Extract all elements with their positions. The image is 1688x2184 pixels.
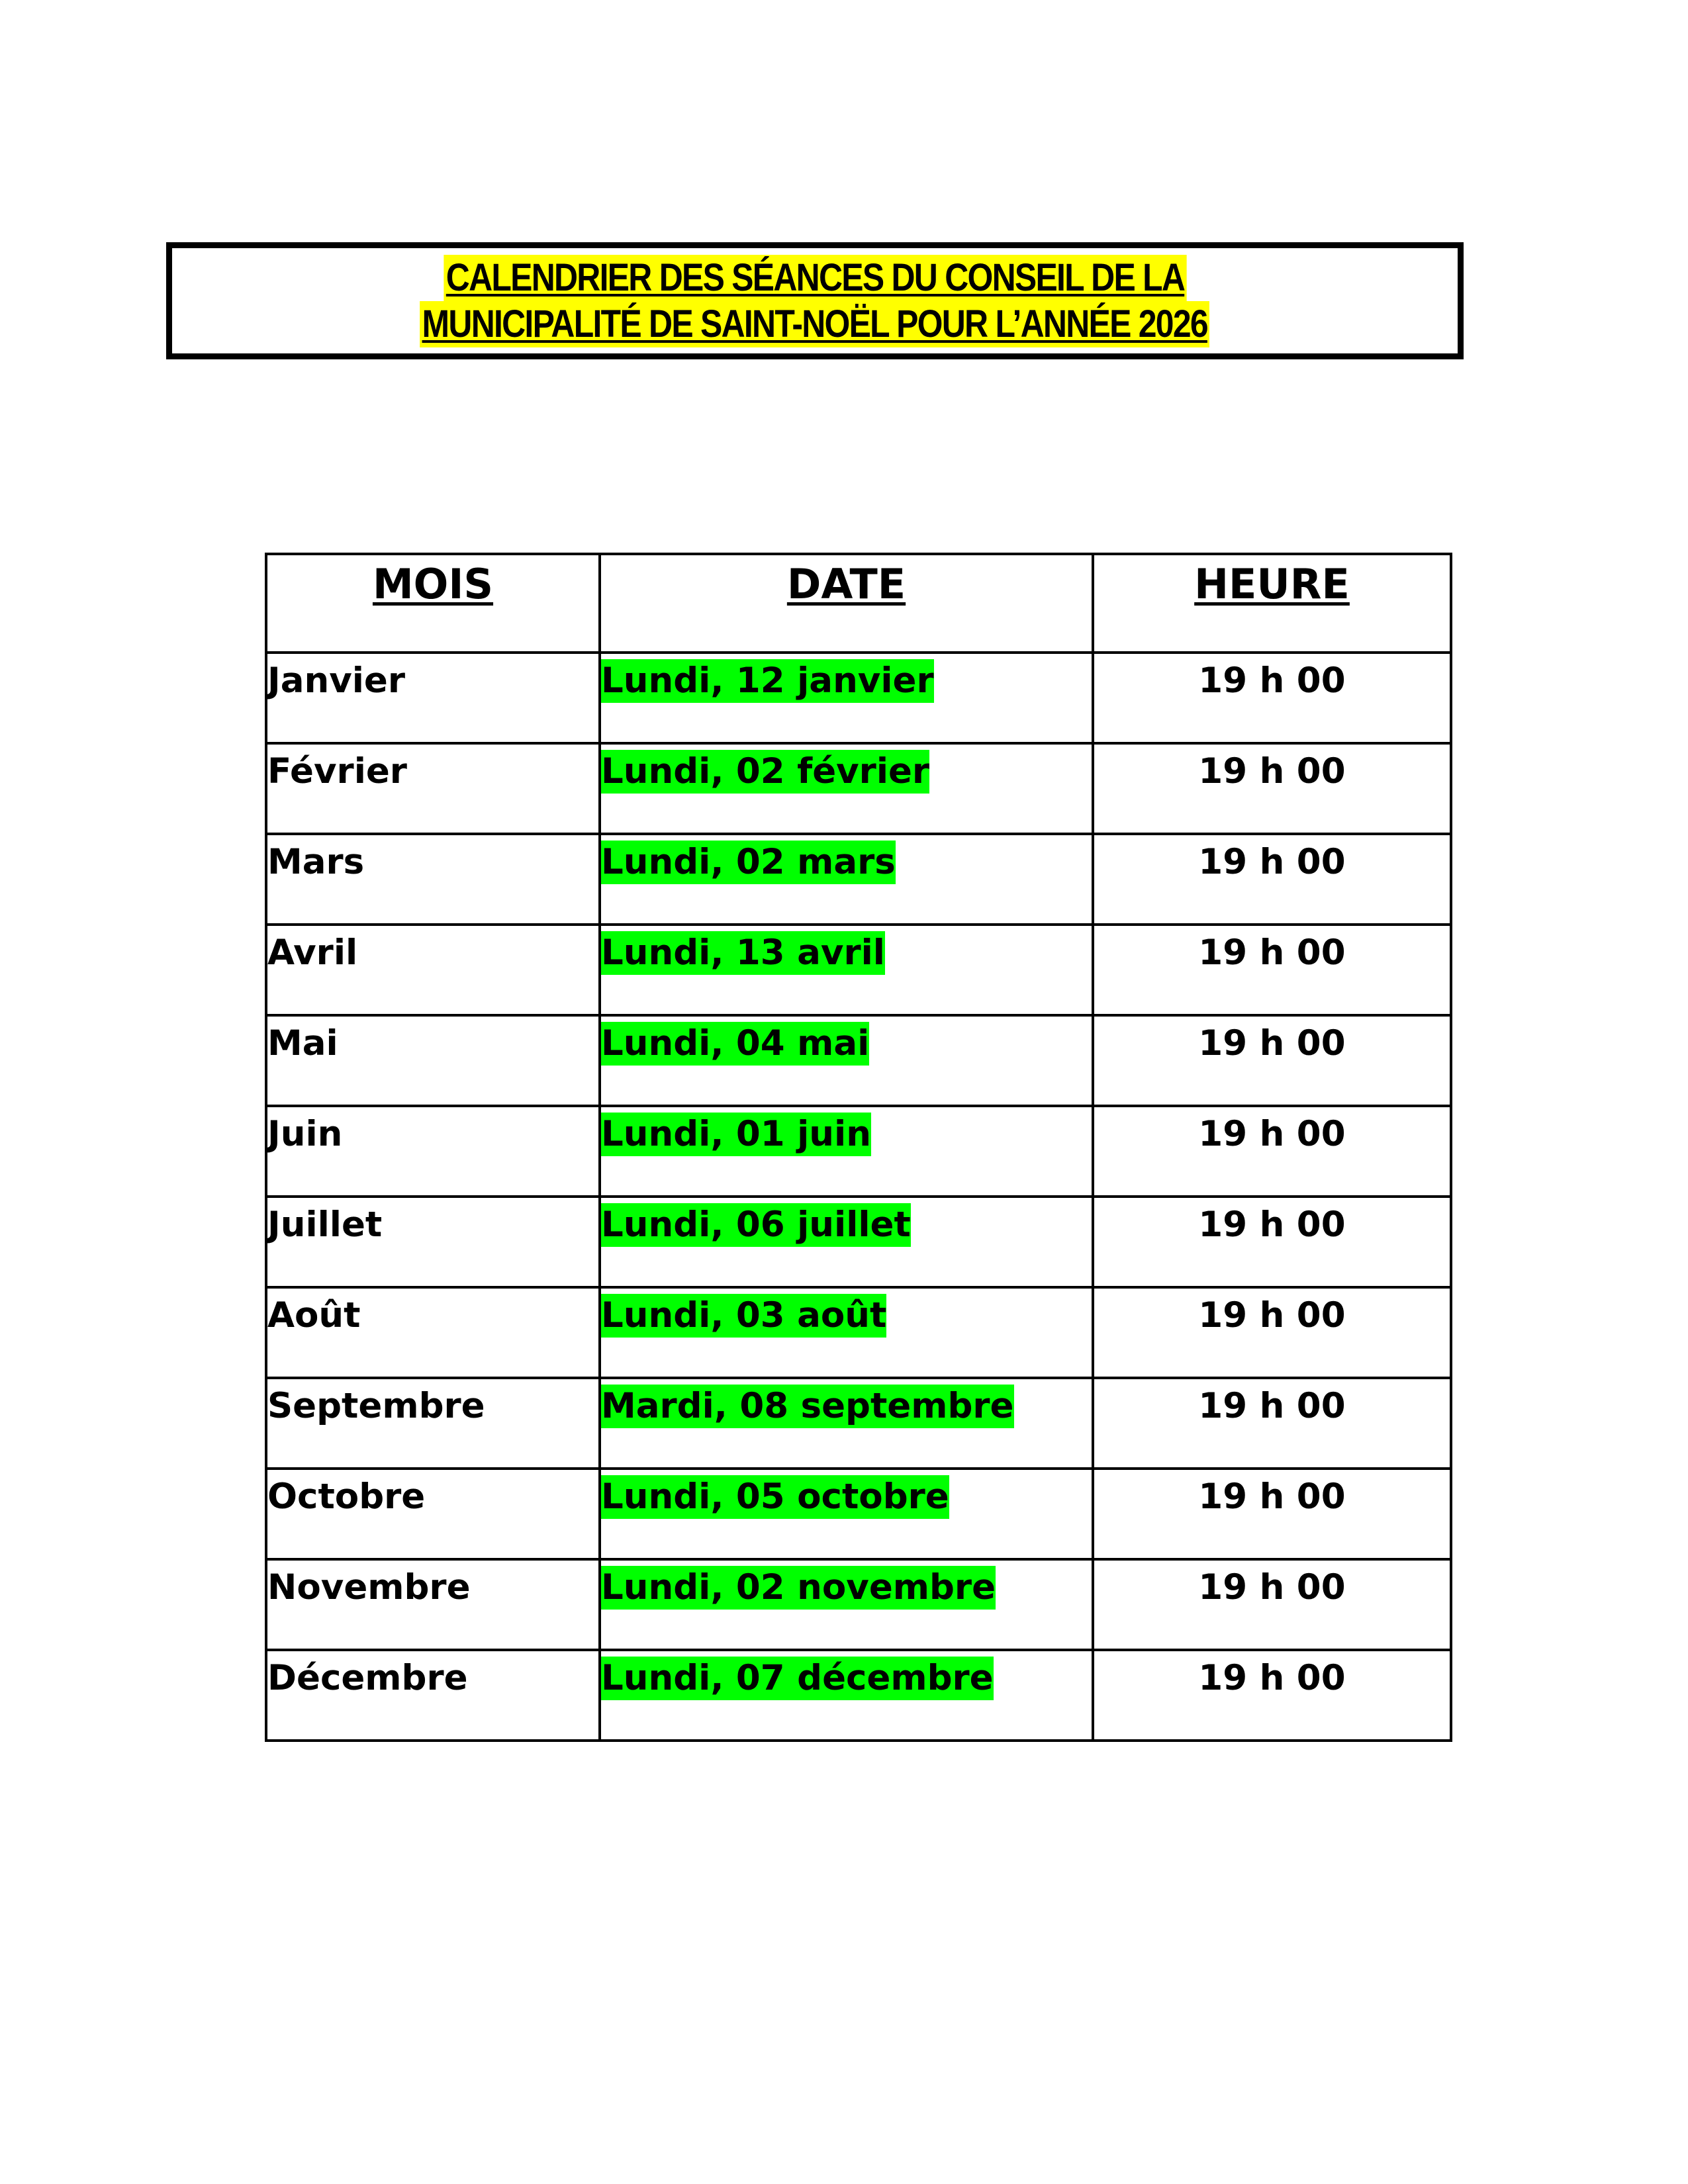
month-label: Septembre (267, 1386, 485, 1426)
header-time-label: HEURE (1194, 560, 1350, 608)
table-row (266, 653, 1451, 743)
table-header-row (266, 554, 1451, 653)
month-cell (266, 1378, 600, 1469)
date-cell (600, 1197, 1093, 1287)
time-cell (1093, 1106, 1451, 1197)
time-label: 19 h 00 (1198, 1567, 1346, 1608)
date-label: Mardi, 08 septembre (601, 1385, 1014, 1428)
month-label: Août (267, 1295, 361, 1336)
date-label: Lundi, 12 janvier (601, 659, 934, 703)
date-label: Lundi, 06 juillet (601, 1203, 911, 1247)
date-label: Lundi, 03 août (601, 1294, 886, 1338)
month-cell (266, 1287, 600, 1378)
time-label: 19 h 00 (1198, 751, 1346, 792)
time-cell (1093, 1287, 1451, 1378)
date-label: Lundi, 01 juin (601, 1113, 871, 1156)
date-label: Lundi, 07 décembre (601, 1657, 994, 1700)
time-label: 19 h 00 (1198, 1023, 1346, 1064)
time-label: 19 h 00 (1198, 1477, 1346, 1517)
date-cell (600, 1559, 1093, 1650)
time-cell (1093, 1650, 1451, 1741)
date-cell (600, 653, 1093, 743)
time-label: 19 h 00 (1198, 1658, 1346, 1698)
date-label: Lundi, 02 février (601, 750, 929, 794)
date-cell (600, 925, 1093, 1015)
month-label: Janvier (267, 660, 406, 701)
time-label: 19 h 00 (1198, 933, 1346, 973)
time-label: 19 h 00 (1198, 1386, 1346, 1426)
month-label: Avril (267, 933, 358, 973)
month-cell (266, 1106, 600, 1197)
date-label: Lundi, 02 novembre (601, 1566, 996, 1610)
table-row (266, 1015, 1451, 1106)
time-cell (1093, 1469, 1451, 1559)
date-cell (600, 1287, 1093, 1378)
table-row (266, 1559, 1451, 1650)
date-label: Lundi, 05 octobre (601, 1475, 949, 1519)
table-row (266, 1469, 1451, 1559)
time-label: 19 h 00 (1198, 1205, 1346, 1245)
time-cell (1093, 834, 1451, 925)
month-label: Juillet (267, 1205, 383, 1245)
header-time (1093, 554, 1451, 653)
date-cell (600, 834, 1093, 925)
header-month-label: MOIS (372, 560, 494, 608)
time-label: 19 h 00 (1198, 660, 1346, 701)
month-label: Mai (267, 1023, 338, 1064)
date-cell (600, 743, 1093, 834)
table-row (266, 1287, 1451, 1378)
month-cell (266, 1197, 600, 1287)
time-label: 19 h 00 (1198, 1114, 1346, 1154)
month-cell (266, 653, 600, 743)
table-row (266, 1106, 1451, 1197)
time-cell (1093, 1378, 1451, 1469)
month-cell (266, 1559, 600, 1650)
meeting-schedule-table (265, 553, 1452, 1742)
table-row (266, 1378, 1451, 1469)
month-cell (266, 1015, 600, 1106)
date-label: Lundi, 02 mars (601, 841, 896, 884)
time-cell (1093, 1197, 1451, 1287)
table-row (266, 925, 1451, 1015)
header-date-label: DATE (786, 560, 906, 608)
date-cell (600, 1469, 1093, 1559)
time-cell (1093, 743, 1451, 834)
month-cell (266, 925, 600, 1015)
date-cell (600, 1015, 1093, 1106)
month-cell (266, 743, 600, 834)
date-label: Lundi, 13 avril (601, 931, 885, 975)
table-row (266, 1197, 1451, 1287)
document-title-box (166, 242, 1464, 359)
month-label: Novembre (267, 1567, 471, 1608)
month-label: Février (267, 751, 407, 792)
header-month (266, 554, 600, 653)
time-cell (1093, 925, 1451, 1015)
time-cell (1093, 653, 1451, 743)
month-label: Décembre (267, 1658, 468, 1698)
title-line-1: CALENDRIER DES SÉANCES DU CONSEIL DE LA (444, 255, 1186, 301)
header-date (600, 554, 1093, 653)
month-label: Mars (267, 842, 365, 882)
month-label: Octobre (267, 1477, 426, 1517)
month-label: Juin (267, 1114, 343, 1154)
time-label: 19 h 00 (1198, 1295, 1346, 1336)
month-cell (266, 1650, 600, 1741)
month-cell (266, 1469, 600, 1559)
title-line-2: MUNICIPALITÉ DE SAINT-NOËL POUR L’ANNÉE 2026 (420, 301, 1209, 347)
time-cell (1093, 1015, 1451, 1106)
date-label: Lundi, 04 mai (601, 1022, 869, 1066)
time-label: 19 h 00 (1198, 842, 1346, 882)
month-cell (266, 834, 600, 925)
table-row (266, 1650, 1451, 1741)
date-cell (600, 1650, 1093, 1741)
date-cell (600, 1378, 1093, 1469)
table-row (266, 743, 1451, 834)
time-cell (1093, 1559, 1451, 1650)
table-row (266, 834, 1451, 925)
date-cell (600, 1106, 1093, 1197)
